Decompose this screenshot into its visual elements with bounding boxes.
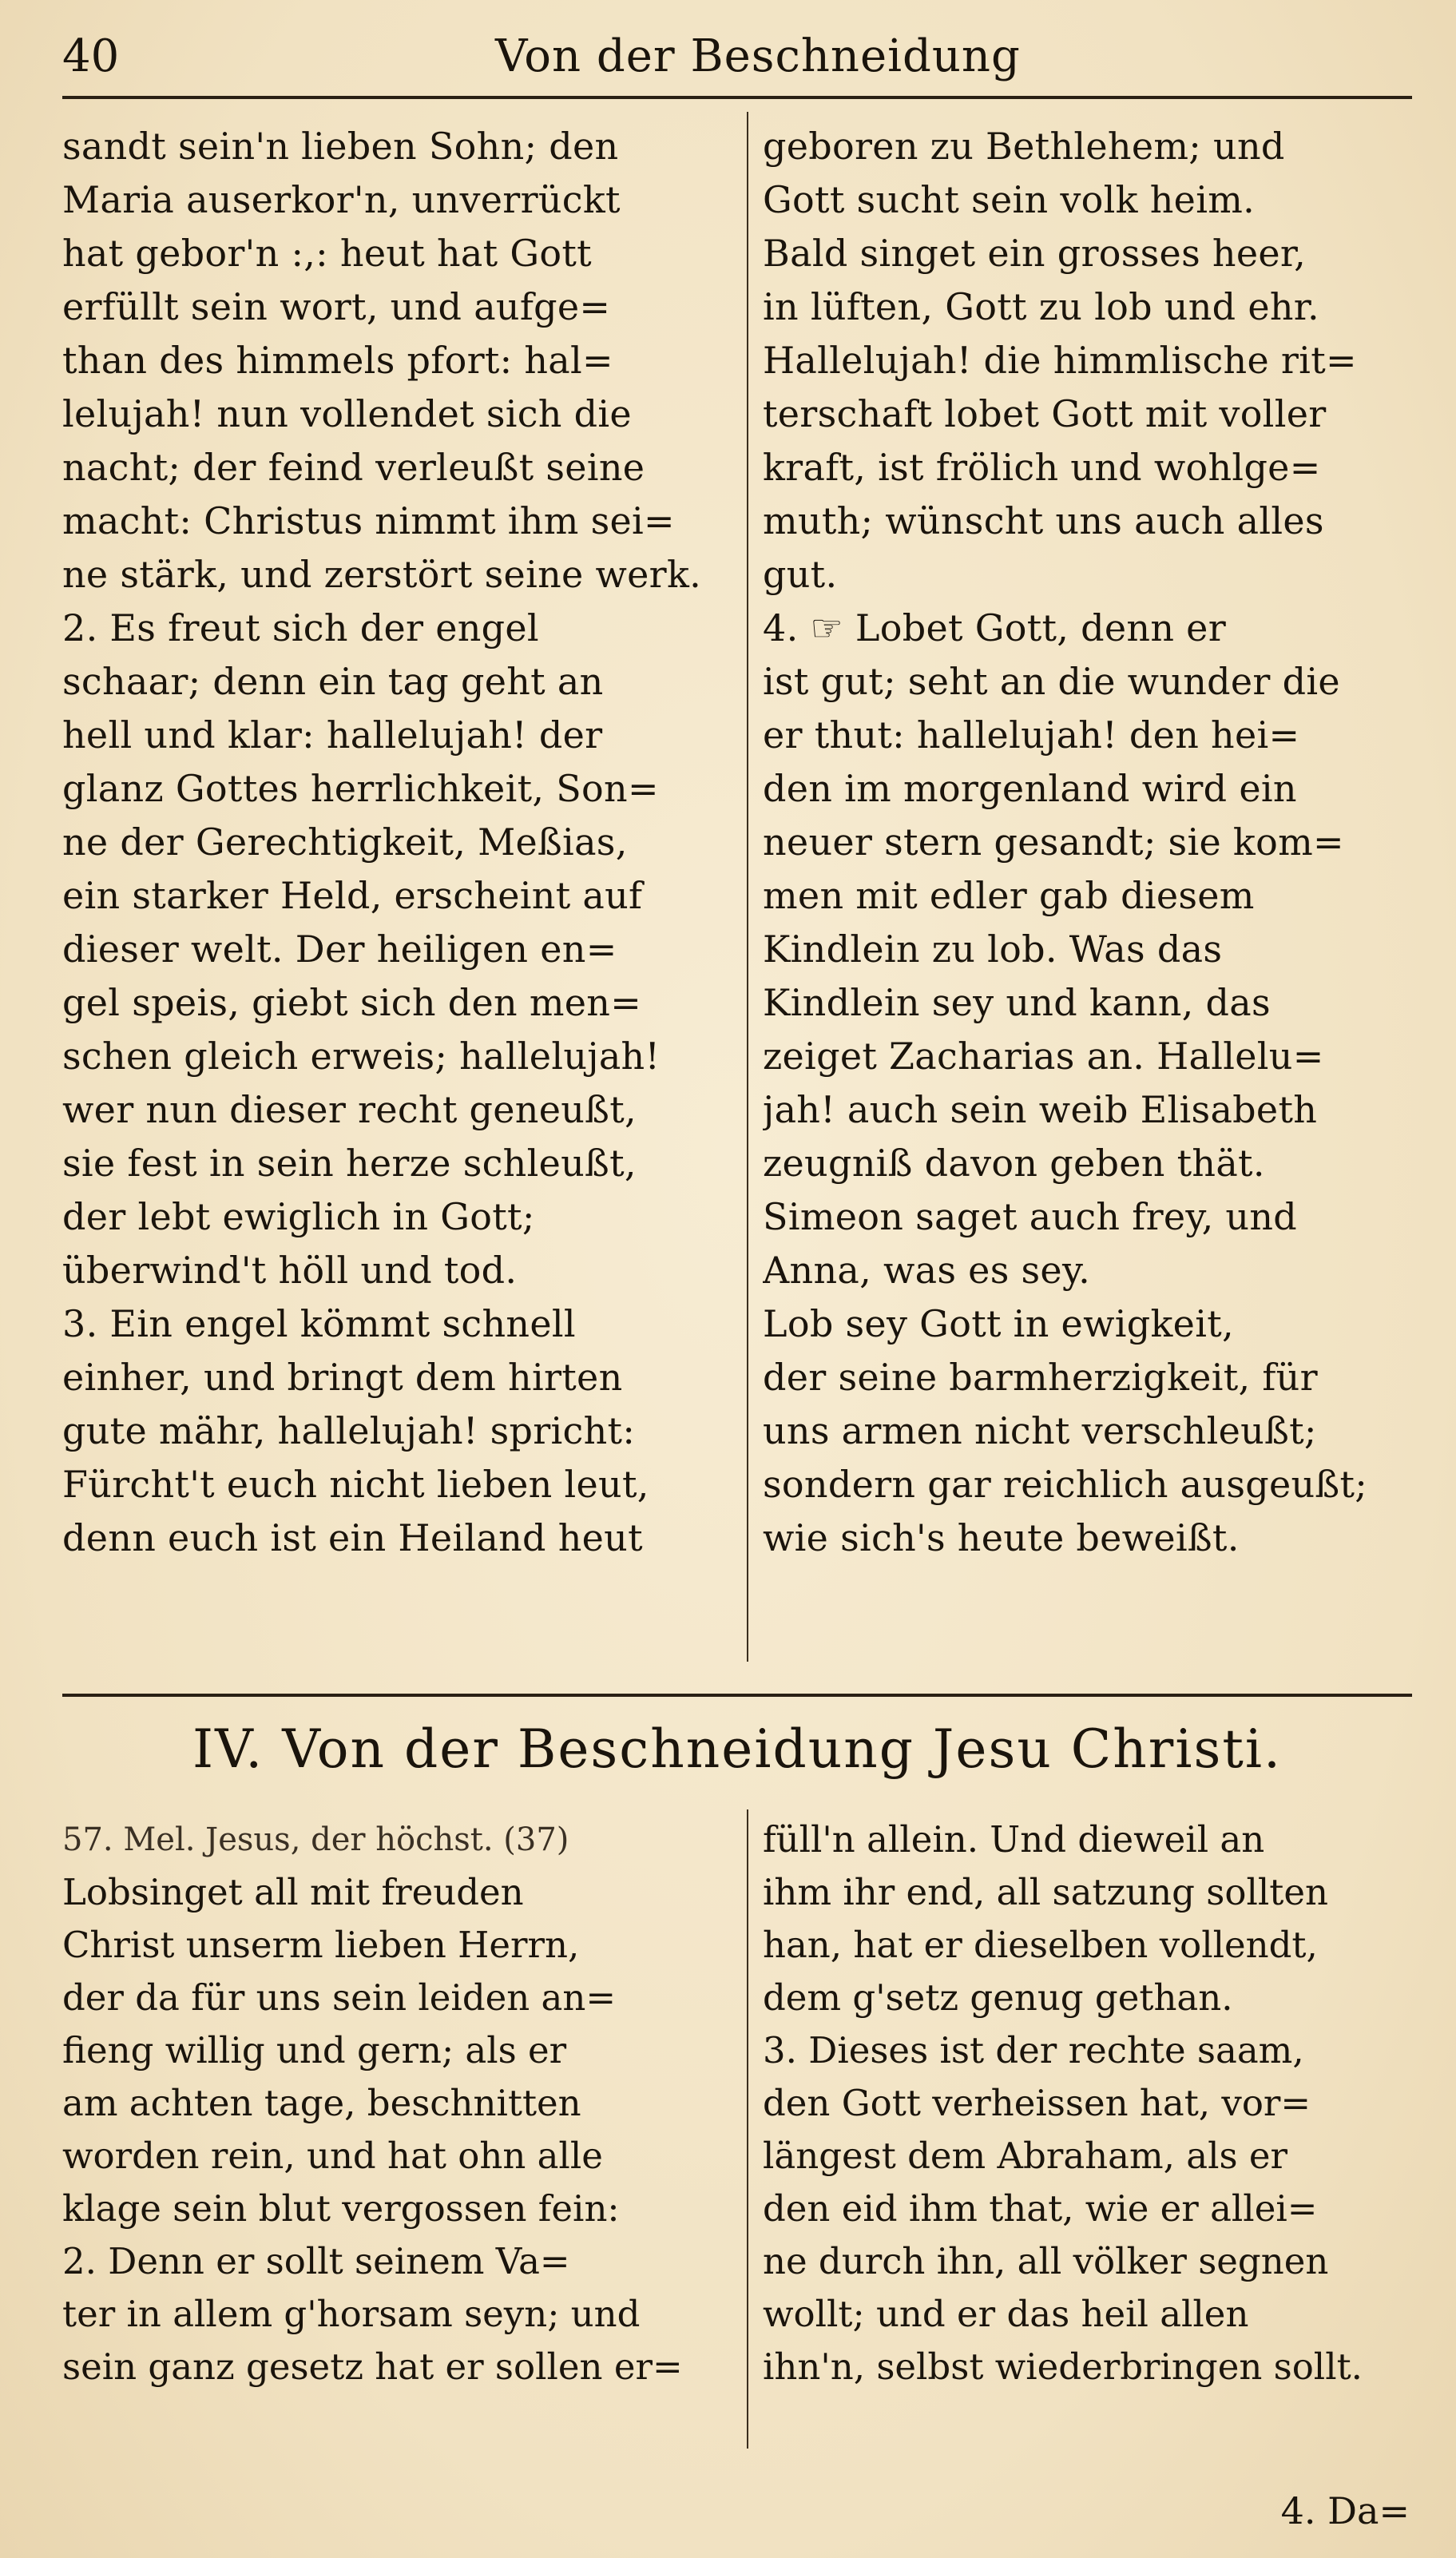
text-line: Hallelujah! die himmlische rit= <box>763 339 1357 382</box>
text-line: den eid ihm that, wie er allei= <box>763 2187 1318 2230</box>
text-line: hat gebor'n :,: heut hat Gott <box>62 232 592 275</box>
text-line: am achten tage, beschnitten <box>62 2082 581 2124</box>
text-line: Christ unserm lieben Herrn, <box>62 1924 580 1966</box>
verse-start-line: 3. Dieses ist der rechte saam, <box>763 2029 1304 2071</box>
page-number: 40 <box>62 30 120 82</box>
text-line: han, hat er dieselben vollendt, <box>763 1924 1318 1966</box>
text-line: gute mähr, hallelujah! spricht: <box>62 1409 636 1452</box>
text-line: jah! auch sein weib Elisabeth <box>763 1088 1318 1131</box>
text-line: zeiget Zacharias an. Hallelu= <box>763 1035 1324 1078</box>
text-line: Anna, was es sey. <box>763 1249 1091 1292</box>
text-line: muth; wünscht uns auch alles <box>763 499 1324 542</box>
text-line: ne der Gerechtigkeit, Meßias, <box>62 820 628 864</box>
section-rule <box>62 1694 1412 1697</box>
text-line: dieser welt. Der heiligen en= <box>62 927 617 971</box>
text-line: worden rein, und hat ohn alle <box>62 2135 603 2177</box>
text-line: sie fest in sein herze schleußt, <box>62 1142 637 1185</box>
text-line: ist gut; seht an die wunder die <box>763 660 1340 703</box>
text-line: uns armen nicht verschleußt; <box>763 1409 1317 1452</box>
text-line: dem g'setz genug gethan. <box>763 1976 1233 2019</box>
text-line: neuer stern gesandt; sie kom= <box>763 820 1344 864</box>
column-divider-top <box>747 112 748 1662</box>
text-line: füll'n allein. Und dieweil an <box>763 1818 1265 1861</box>
text-line: terschaft lobet Gott mit voller <box>763 392 1327 435</box>
page-header <box>48 24 1408 88</box>
text-line: fieng willig und gern; als er <box>62 2029 567 2071</box>
text-line: Simeon saget auch frey, und <box>763 1195 1298 1238</box>
text-line: Fürcht't euch nicht lieben leut, <box>62 1463 649 1506</box>
text-line: der lebt ewiglich in Gott; <box>62 1195 535 1238</box>
text-line: ne stärk, und zerstört seine werk. <box>62 553 702 596</box>
section-title: IV. Von der Beschneidung Jesu Christi. <box>192 1718 1282 1780</box>
header-rule <box>62 96 1412 99</box>
top-right-column <box>763 120 1426 1565</box>
text-line: den Gott verheissen hat, vor= <box>763 2082 1311 2124</box>
text-line: den im morgenland wird ein <box>763 767 1297 810</box>
text-line: geboren zu Bethlehem; und <box>763 125 1285 168</box>
text-line: sein ganz gesetz hat er sollen er= <box>62 2345 683 2388</box>
text-line: gel speis, giebt sich den men= <box>62 981 642 1024</box>
text-line: der da für uns sein leiden an= <box>62 1976 617 2019</box>
text-line: sondern gar reichlich ausgeußt; <box>763 1463 1368 1506</box>
text-line: ihn'n, selbst wiederbringen sollt. <box>763 2345 1363 2388</box>
text-line: schen gleich erweis; hallelujah! <box>62 1035 661 1078</box>
text-line: Lobsinget all mit freuden <box>62 1871 524 1913</box>
text-line: lelujah! nun vollendet sich die <box>62 392 632 435</box>
text-line: in lüften, Gott zu lob und ehr. <box>763 285 1319 328</box>
text-line: einher, und bringt dem hirten <box>62 1356 623 1399</box>
text-line: ter in allem g'horsam seyn; und <box>62 2293 641 2335</box>
text-line: der seine barmherzigkeit, für <box>763 1356 1318 1399</box>
text-line: macht: Christus nimmt ihm sei= <box>62 499 675 542</box>
bottom-left-column <box>62 1813 741 2393</box>
verse-start-line: 2. Es freut sich der engel <box>62 606 539 649</box>
column-divider-bottom <box>747 1809 748 2449</box>
verse-start-line: 2. Denn er sollt seinem Va= <box>62 2240 570 2282</box>
text-line: ne durch ihn, all völker segnen <box>763 2240 1329 2282</box>
text-line: Bald singet ein grosses heer, <box>763 232 1307 275</box>
text-line: Kindlein sey und kann, das <box>763 981 1271 1024</box>
text-line: men mit edler gab diesem <box>763 874 1255 917</box>
text-line: längest dem Abraham, als er <box>763 2135 1288 2177</box>
text-line: Maria auserkor'n, unverrückt <box>62 178 621 221</box>
text-line: ihm ihr end, all satzung sollten <box>763 1871 1328 1913</box>
catchword: 4. Da= <box>1280 2489 1410 2532</box>
text-line: glanz Gottes herrlichkeit, Son= <box>62 767 659 810</box>
text-line: kraft, ist frölich und wohlge= <box>763 446 1321 489</box>
melody-line: 57. Mel. Jesus, der höchst. (37) <box>62 1821 569 1858</box>
text-line: nacht; der feind verleußt seine <box>62 446 645 489</box>
text-line: zeugniß davon geben thät. <box>763 1142 1265 1185</box>
text-line: wollt; und er das heil allen <box>763 2293 1249 2335</box>
text-line: er thut: hallelujah! den hei= <box>763 713 1300 757</box>
text-line: denn euch ist ein Heiland heut <box>62 1516 643 1559</box>
text-line: wer nun dieser recht geneußt, <box>62 1088 637 1131</box>
text-line: gut. <box>763 553 838 596</box>
bottom-right-column <box>763 1813 1426 2393</box>
verse-start-line: 4. ☞ Lobet Gott, denn er <box>763 606 1226 649</box>
text-line: klage sein blut vergossen fein: <box>62 2187 620 2230</box>
running-head: Von der Beschneidung <box>495 30 1021 82</box>
text-line: ein starker Held, erscheint auf <box>62 874 643 917</box>
verse-start-line: 3. Ein engel kömmt schnell <box>62 1302 576 1345</box>
text-line: Gott sucht sein volk heim. <box>763 178 1256 221</box>
text-line: erfüllt sein wort, und aufge= <box>62 285 611 328</box>
text-line: Kindlein zu lob. Was das <box>763 927 1223 971</box>
text-line: Lob sey Gott in ewigkeit, <box>763 1302 1234 1345</box>
text-line: than des himmels pfort: hal= <box>62 339 613 382</box>
text-line: wie sich's heute beweißt. <box>763 1516 1240 1559</box>
text-line: sandt sein'n lieben Sohn; den <box>62 125 619 168</box>
top-left-column <box>62 120 741 1565</box>
text-line: überwind't höll und tod. <box>62 1249 518 1292</box>
text-line: hell und klar: hallelujah! der <box>62 713 603 757</box>
text-line: schaar; denn ein tag geht an <box>62 660 604 703</box>
